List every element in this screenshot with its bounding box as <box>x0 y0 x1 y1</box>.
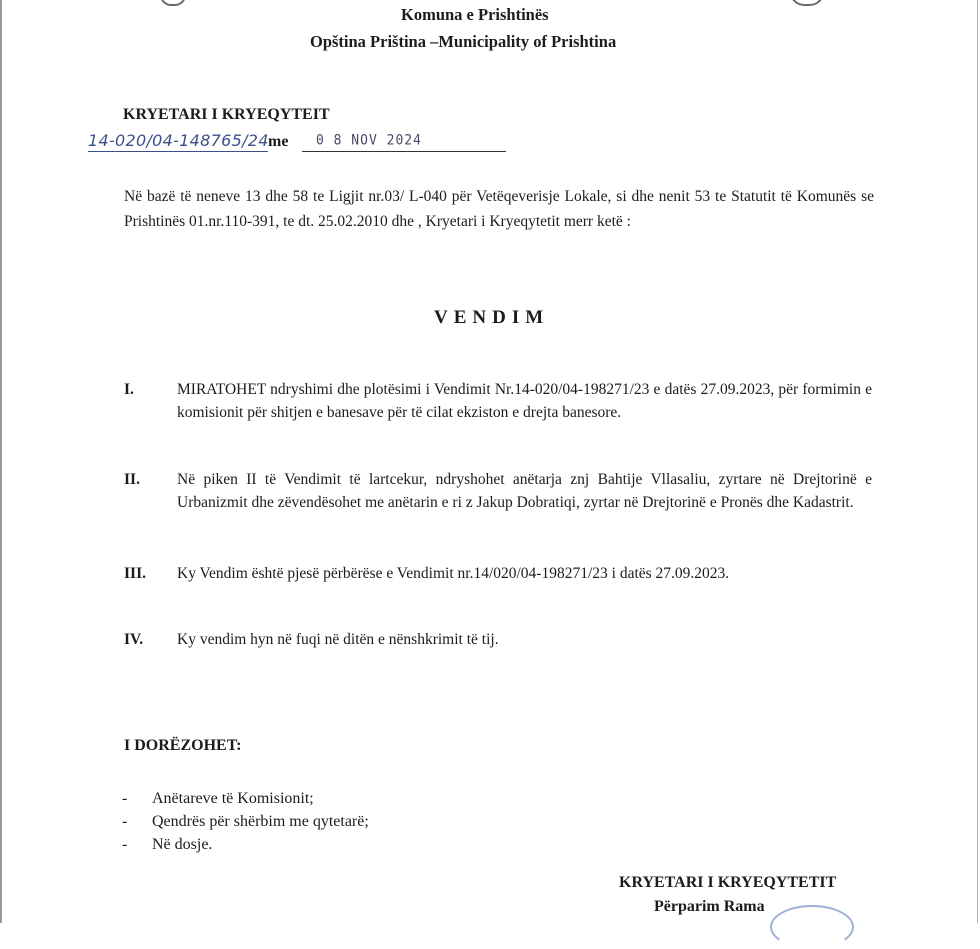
reference-me-label: me <box>268 133 289 150</box>
item-text: Ky vendim hyn në fuqi në ditën e nënshkrimit të tij. <box>177 631 499 648</box>
item-number: IV. <box>124 631 144 648</box>
date-stamp: 0 8 NOV 2024 <box>316 132 422 149</box>
list-dash: - <box>122 790 128 807</box>
decision-item <box>124 468 872 514</box>
list-item: - Anëtareve të Komisionit; <box>122 787 369 810</box>
reference-line <box>88 131 422 155</box>
intro-text: Në bazë të neneve 13 dhe 58 te Ligjit nr.03/ L-040 për Vetëqeverisje Lokale, si dhe nenit 53 te Statutit të Komunës se Prishtinës 01.nr.110-391, te dt. 25.02.2010 dhe , Kryetari i Kryeqytetit merr ketë : <box>124 188 874 230</box>
reference-underline <box>88 151 268 152</box>
page-left-edge <box>0 0 2 923</box>
delivery-list <box>122 787 369 856</box>
decision-item <box>124 378 872 424</box>
item-text: MIRATOHET ndryshimi dhe plotësimi i Vendimit Nr.14-020/04-198271/23 e datës 27.09.2023, për formimin e komisionit për shitjen e banesave për të cilat ekziston e drejta banesore. <box>177 381 872 421</box>
list-item: - Qendrës për shërbim me qytetarë; <box>122 810 369 833</box>
signature-title: KRYETARI I KRYEQYTETIT <box>619 874 837 891</box>
office-title: KRYETARI I KRYEQYTEIT <box>123 106 330 123</box>
list-item: - Në dosje. <box>122 833 369 856</box>
item-text: Në piken II të Vendimit të lartcekur, ndryshohet anëtarja znj Bahtije Vllasaliu, zyrtare në Drejtorinë e Urbanizmit dhe zëvendësohet me anëtarin e ri z Jakup Dobratiqi, zyrtar në Drejtorinë e Pronës dhe Kadastrit. <box>177 471 872 511</box>
emblem-left-icon <box>160 0 186 6</box>
delivery-title: I DORËZOHET: <box>124 737 242 754</box>
official-stamp-icon <box>770 905 854 949</box>
item-text: Ky Vendim është pjesë përbërëse e Vendimit nr.14/020/04-198271/23 i datës 27.09.2023. <box>177 565 730 582</box>
list-dash: - <box>122 836 128 853</box>
decision-item <box>124 562 872 585</box>
item-number: III. <box>124 565 146 582</box>
item-number: I. <box>124 381 134 398</box>
item-number: II. <box>124 471 140 488</box>
page-right-edge <box>977 0 978 923</box>
intro-paragraph <box>124 184 874 234</box>
list-dash: - <box>122 813 128 830</box>
emblem-right-icon <box>790 0 824 6</box>
date-underline <box>302 151 506 152</box>
signature-name: Përparim Rama <box>654 898 765 915</box>
reference-number-handwritten: 14-020/04-148765/24 <box>88 131 269 150</box>
decision-item <box>124 628 872 651</box>
